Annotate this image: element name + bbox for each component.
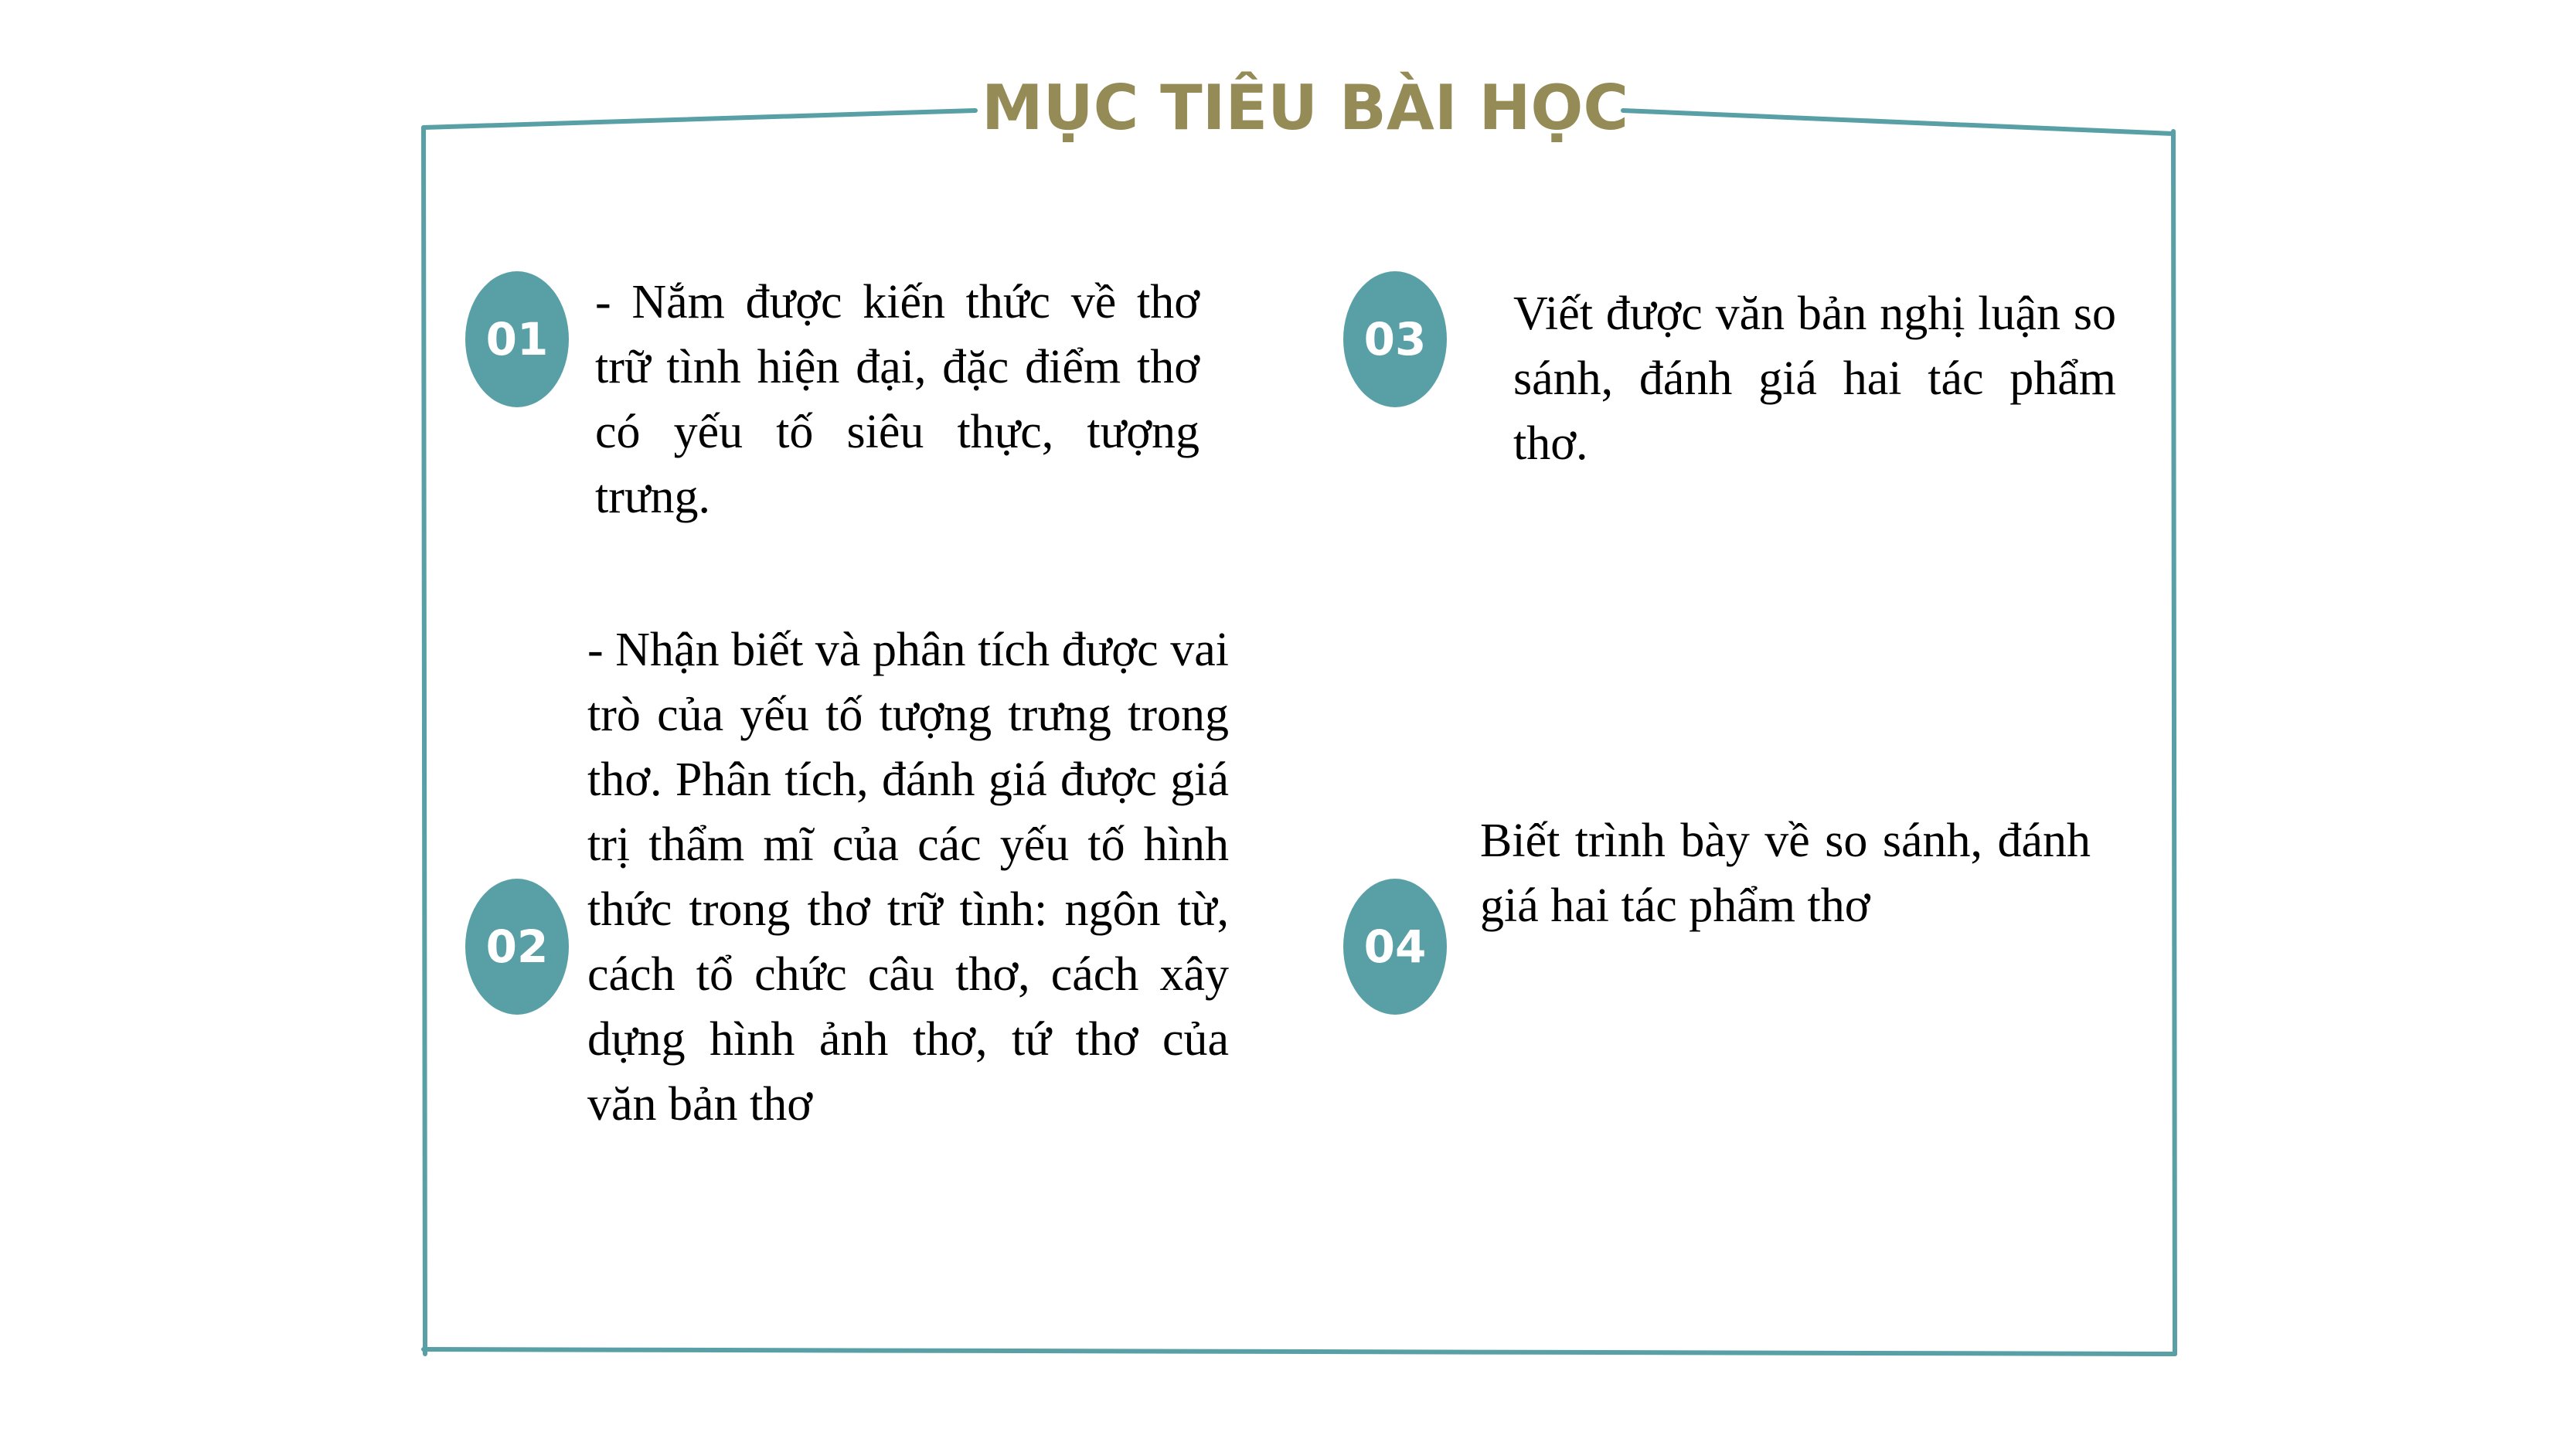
objective-number-badge: 03 xyxy=(1343,271,1447,407)
objective-text: Viết được văn bản nghị luận so sánh, đánh giá hai tác phẩm thơ. xyxy=(1513,287,2116,470)
objective-text: - Nhận biết và phân tích được vai trò của yếu tố tượng trưng trong thơ. Phân tích, đánh giá được giá trị thẩm mĩ của các yếu tố hình thức trong thơ trữ tình: ngôn từ, cách tổ chức câu thơ, cách xây dựng hình ảnh thơ, tứ thơ của văn bản thơ xyxy=(587,624,1229,1131)
frame-left-line xyxy=(424,128,425,1354)
objective-number-badge: 04 xyxy=(1343,879,1447,1015)
frame-top-left-line xyxy=(424,111,975,128)
objective-number-badge: 02 xyxy=(465,879,569,1015)
objective-text: - Nắm được kiến thức về thơ trữ tình hiện đại, đặc điểm thơ có yếu tố siêu thực, tượng trưng. xyxy=(595,276,1200,523)
frame-top-right-line xyxy=(1623,111,2173,134)
frame-right-line xyxy=(2173,131,2175,1354)
objective-number-badge: 01 xyxy=(465,271,569,407)
objective-text: Biết trình bày về so sánh, đánh giá hai tác phẩm thơ xyxy=(1480,815,2091,932)
frame-bottom-line xyxy=(424,1349,2175,1354)
page-title: MỤC TIÊU BÀI HỌC xyxy=(982,72,1629,144)
